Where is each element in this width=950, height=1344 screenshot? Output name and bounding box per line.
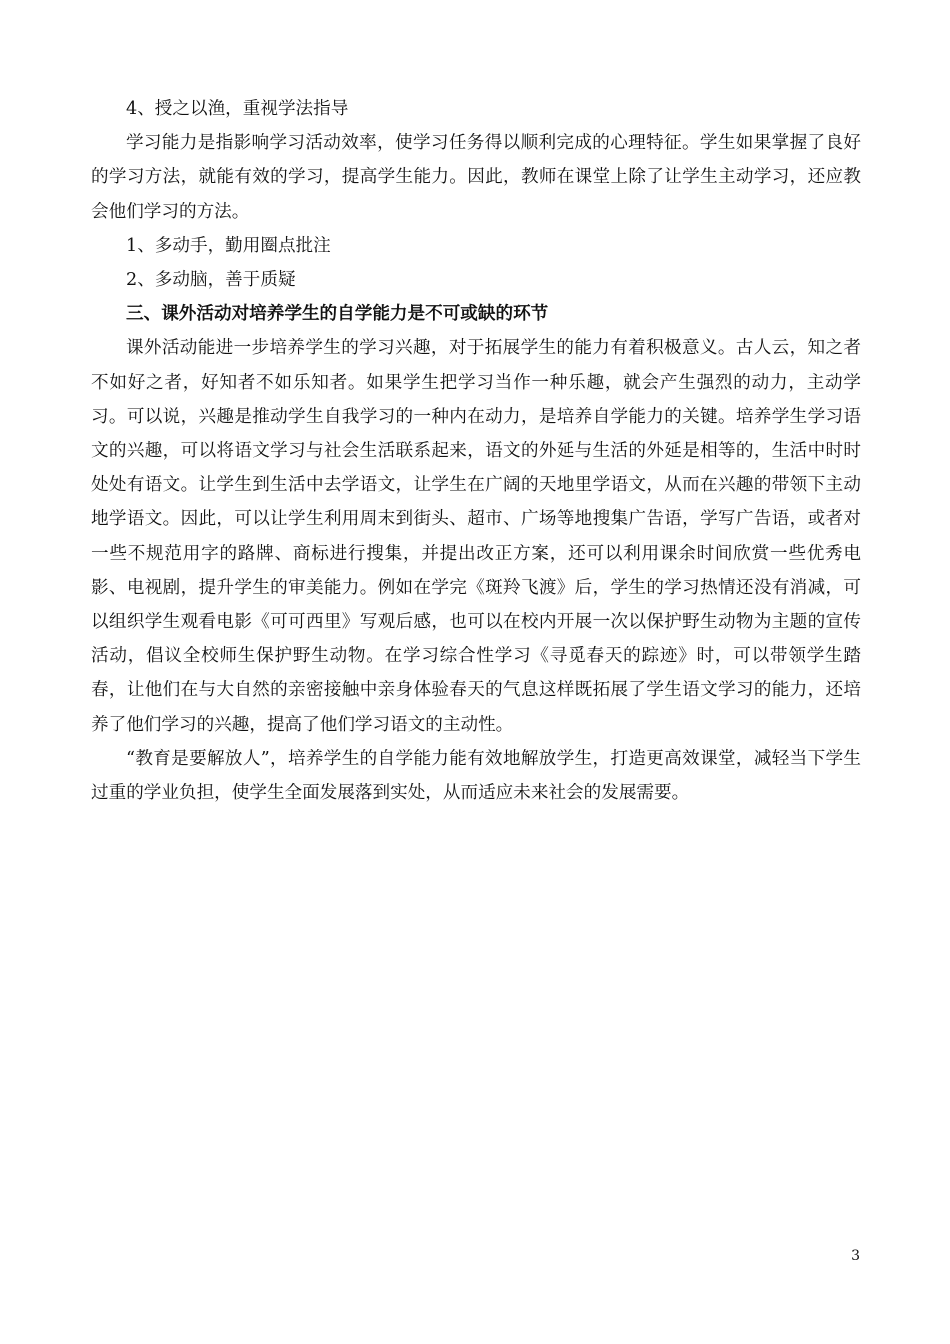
paragraph-conclusion: “教育是要解放人”，培养学生的自学能力能有效地解放学生，打造更高效课堂，减轻当下学生过重的学业负担，使学生全面发展落到实处，从而适应未来社会的发展需要。 [91, 748, 861, 804]
list-item-thinking: 2、多动脑，善于质疑 [126, 270, 296, 291]
page-number: 3 [851, 1248, 860, 1264]
subheading-teach-learning-methods: 4、授之以渔，重视学法指导 [126, 99, 349, 119]
document-body [91, 92, 861, 810]
section-heading-extracurricular: 三、课外活动对培养学生的自学能力是不可或缺的环节 [126, 303, 549, 325]
paragraph-extracurricular-activities: 课外活动能进一步培养学生的学习兴趣，对于拓展学生的能力有着积极意义。古人云，知之者不如好之者，好知者不如乐知者。如果学生把学习当作一种乐趣，就会产生强烈的动力，主动学习。可以说，兴趣是推动学生自我学习的一种内在动力，是培养自学能力的关键。培养学生学习语文的兴趣，可以将语文学习与社会生活联系起来，语文的外延与生活的外延是相等的，生活中时时处处有语文。让学生到生活中去学语文，让学生在广阔的天地里学语文，从而在兴趣的带领下主动地学语文。因此，可以让学生利用周末到街头、超市、广场等地搜集广告语，学写广告语，或者对一些不规范用字的路牌、商标进行搜集，并提出改正方案，还可以利用课余时间欣赏一些优秀电影、电视剧，提升学生的审美能力。例如在学完《斑羚飞渡》后，学生的学习热情还没有消减，可以组织学生观看电影《可可西里》写观后感，也可以在校内开展一次以保护野生动物为主题的宣传活动，倡议全校师生保护野生动物。在学习综合性学习《寻觅春天的踪迹》时，可以带领学生踏春，让他们在与大自然的亲密接触中亲身体验春天的气息这样既拓展了学生语文学习的能力，还培养了他们学习的兴趣，提高了他们学习语文的主动性。 [91, 338, 861, 735]
paragraph-learning-ability: 学习能力是指影响学习活动效率，使学习任务得以顺利完成的心理特征。学生如果掌握了良好的学习方法，就能有效的学习，提高学生能力。因此，教师在课堂上除了让学生主动学习，还应教会他们学习的方法。 [91, 133, 861, 222]
list-item-hands-on: 1、多动手，勤用圈点批注 [126, 235, 331, 256]
